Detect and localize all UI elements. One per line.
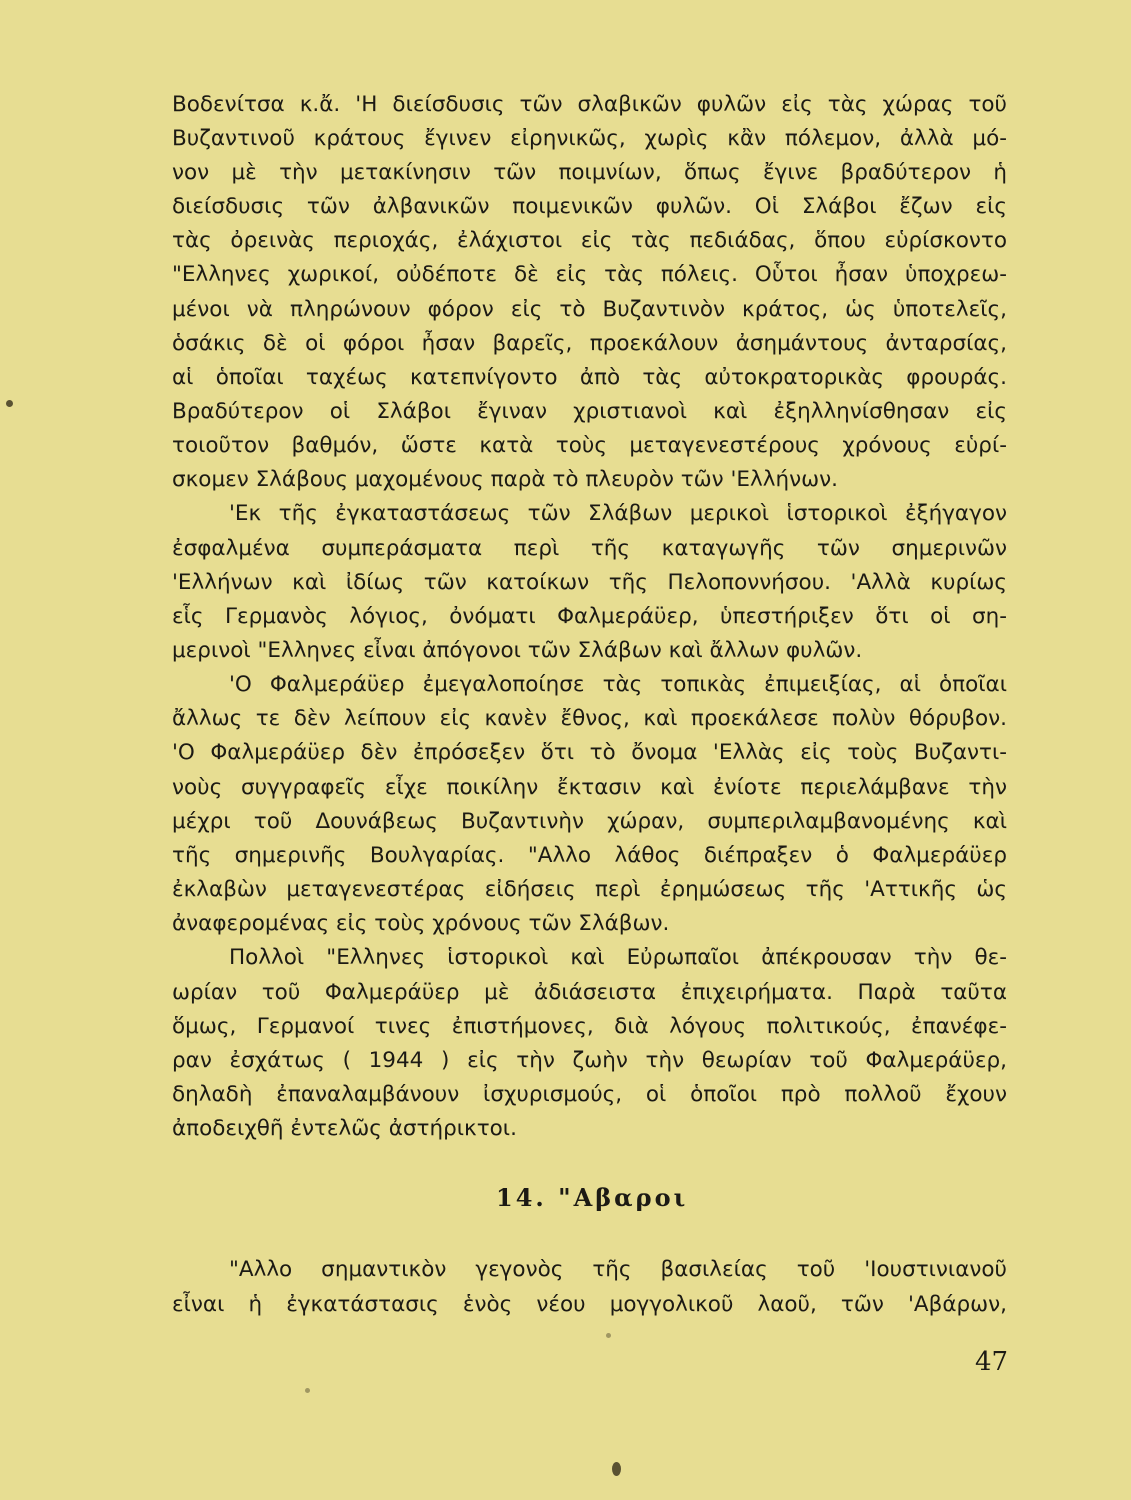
text-line: τοιοῦτον βαθμόν, ὥστε κατὰ τοὺς μεταγενεστέρους χρόνους εὑρί- bbox=[172, 433, 1007, 458]
section-heading: 14. "Αβαροι bbox=[496, 1183, 689, 1212]
text-line: Βυζαντινοῦ κράτους ἔγινεν εἰρηνικῶς, χωρὶς κἂν πόλεμον, ἀλλὰ μό- bbox=[172, 126, 1007, 151]
paper-speck bbox=[612, 1462, 621, 1476]
paper-speck bbox=[305, 1388, 310, 1393]
text-line: ραν ἐσχάτως ( 1944 ) εἰς τὴν ζωὴν τὴν θεωρίαν τοῦ Φαλμεράϋερ, bbox=[172, 1048, 1007, 1073]
text-line: Βοδενίτσα κ.ἄ. 'Η διείσδυσις τῶν σλαβικῶν φυλῶν εἰς τὰς χώρας τοῦ bbox=[172, 92, 1007, 117]
text-line: αἱ ὁποῖαι ταχέως κατεπνίγοντο ἀπὸ τὰς αὐτοκρατορικὰς φρουράς. bbox=[172, 365, 1007, 390]
text-line: δηλαδὴ ἐπαναλαμβάνουν ἰσχυρισμούς, οἱ ὁποῖοι πρὸ πολλοῦ ἔχουν bbox=[172, 1082, 1007, 1107]
text-line: ἄλλως τε δὲν λείπουν εἰς κανὲν ἔθνος, καὶ προεκάλεσε πολὺν θόρυβον. bbox=[172, 706, 1007, 731]
text-line: μέχρι τοῦ Δουνάβεως Βυζαντινὴν χώραν, συμπεριλαμβανομένης καὶ bbox=[172, 809, 1007, 834]
text-line: εἶναι ἡ ἐγκατάστασις ἑνὸς νέου μογγολικοῦ λαοῦ, τῶν 'Αβάρων, bbox=[172, 1292, 1007, 1317]
text-line: 'Ο Φαλμεράϋερ δὲν ἐπρόσεξεν ὅτι τὸ ὄνομα 'Ελλὰς εἰς τοὺς Βυζαντι- bbox=[172, 740, 1007, 765]
page-number: 47 bbox=[975, 1347, 1009, 1377]
text-line: "Ελληνες χωρικοί, οὐδέποτε δὲ εἰς τὰς πόλεις. Οὗτοι ἦσαν ὑποχρεω- bbox=[172, 262, 1007, 287]
paper-speck bbox=[606, 1333, 611, 1338]
text-line: ἀποδειχθῆ ἐντελῶς ἀστήρικτοι. bbox=[172, 1116, 517, 1141]
text-line: νον μὲ τὴν μετακίνησιν τῶν ποιμνίων, ὅπως ἔγινε βραδύτερον ἡ bbox=[172, 160, 1007, 185]
paper-speck bbox=[6, 400, 13, 407]
text-line: τὰς ὀρεινὰς περιοχάς, ἐλάχιστοι εἰς τὰς πεδιάδας, ὅπου εὑρίσκοντο bbox=[172, 228, 1007, 253]
text-line: "Αλλο σημαντικὸν γεγονὸς τῆς βασιλείας τοῦ 'Ιουστινιανοῦ bbox=[229, 1257, 1007, 1282]
text-line: 'Εκ τῆς ἐγκαταστάσεως τῶν Σλάβων μερικοὶ ἱστορικοὶ ἐξήγαγον bbox=[229, 501, 1007, 526]
text-line: διείσδυσις τῶν ἀλβανικῶν ποιμενικῶν φυλῶν. Οἱ Σλάβοι ἔζων εἰς bbox=[172, 194, 1007, 219]
text-line: μερινοὶ "Ελληνες εἶναι ἀπόγονοι τῶν Σλάβων καὶ ἄλλων φυλῶν. bbox=[172, 638, 863, 663]
text-line: 'Ελλήνων καὶ ἰδίως τῶν κατοίκων τῆς Πελοποννήσου. 'Αλλὰ κυρίως bbox=[172, 570, 1007, 595]
text-line: τῆς σημερινῆς Βουλγαρίας. "Αλλο λάθος διέπραξεν ὁ Φαλμεράϋερ bbox=[172, 843, 1007, 868]
text-line: μένοι νὰ πληρώνουν φόρον εἰς τὸ Βυζαντινὸν κράτος, ὡς ὑποτελεῖς, bbox=[172, 297, 1007, 322]
text-line: ὅμως, Γερμανοί τινες ἐπιστήμονες, διὰ λόγους πολιτικούς, ἐπανέφε- bbox=[172, 1014, 1007, 1039]
text-line: 'Ο Φαλμεράϋερ ἐμεγαλοποίησε τὰς τοπικὰς ἐπιμειξίας, αἱ ὁποῖαι bbox=[229, 672, 1007, 697]
text-line: ὁσάκις δὲ οἱ φόροι ἦσαν βαρεῖς, προεκάλουν ἀσημάντους ἀνταρσίας, bbox=[172, 331, 1007, 356]
text-line: ἐκλαβὼν μεταγενεστέρας εἰδήσεις περὶ ἐρημώσεως τῆς 'Αττικῆς ὡς bbox=[172, 877, 1007, 902]
text-line: ωρίαν τοῦ Φαλμεράϋερ μὲ ἀδιάσειστα ἐπιχειρήματα. Παρὰ ταῦτα bbox=[172, 980, 1007, 1005]
text-line: Βραδύτερον οἱ Σλάβοι ἔγιναν χριστιανοὶ καὶ ἐξηλληνίσθησαν εἰς bbox=[172, 399, 1007, 424]
text-line: εἷς Γερμανὸς λόγιος, ὀνόματι Φαλμεράϋερ, ὑπεστήριξεν ὅτι οἱ ση- bbox=[172, 604, 1007, 629]
text-line: σκομεν Σλάβους μαχομένους παρὰ τὸ πλευρὸν τῶν 'Ελλήνων. bbox=[172, 467, 838, 492]
text-line: ἐσφαλμένα συμπεράσματα περὶ τῆς καταγωγῆς τῶν σημερινῶν bbox=[172, 536, 1007, 561]
text-line: Πολλοὶ "Ελληνες ἱστορικοὶ καὶ Εὐρωπαῖοι ἀπέκρουσαν τὴν θε- bbox=[229, 945, 1007, 970]
text-line: ἀναφερομένας εἰς τοὺς χρόνους τῶν Σλάβων. bbox=[172, 911, 670, 936]
text-line: νοὺς συγγραφεῖς εἶχε ποικίλην ἔκτασιν καὶ ἐνίοτε περιελάμβανε τὴν bbox=[172, 775, 1007, 800]
